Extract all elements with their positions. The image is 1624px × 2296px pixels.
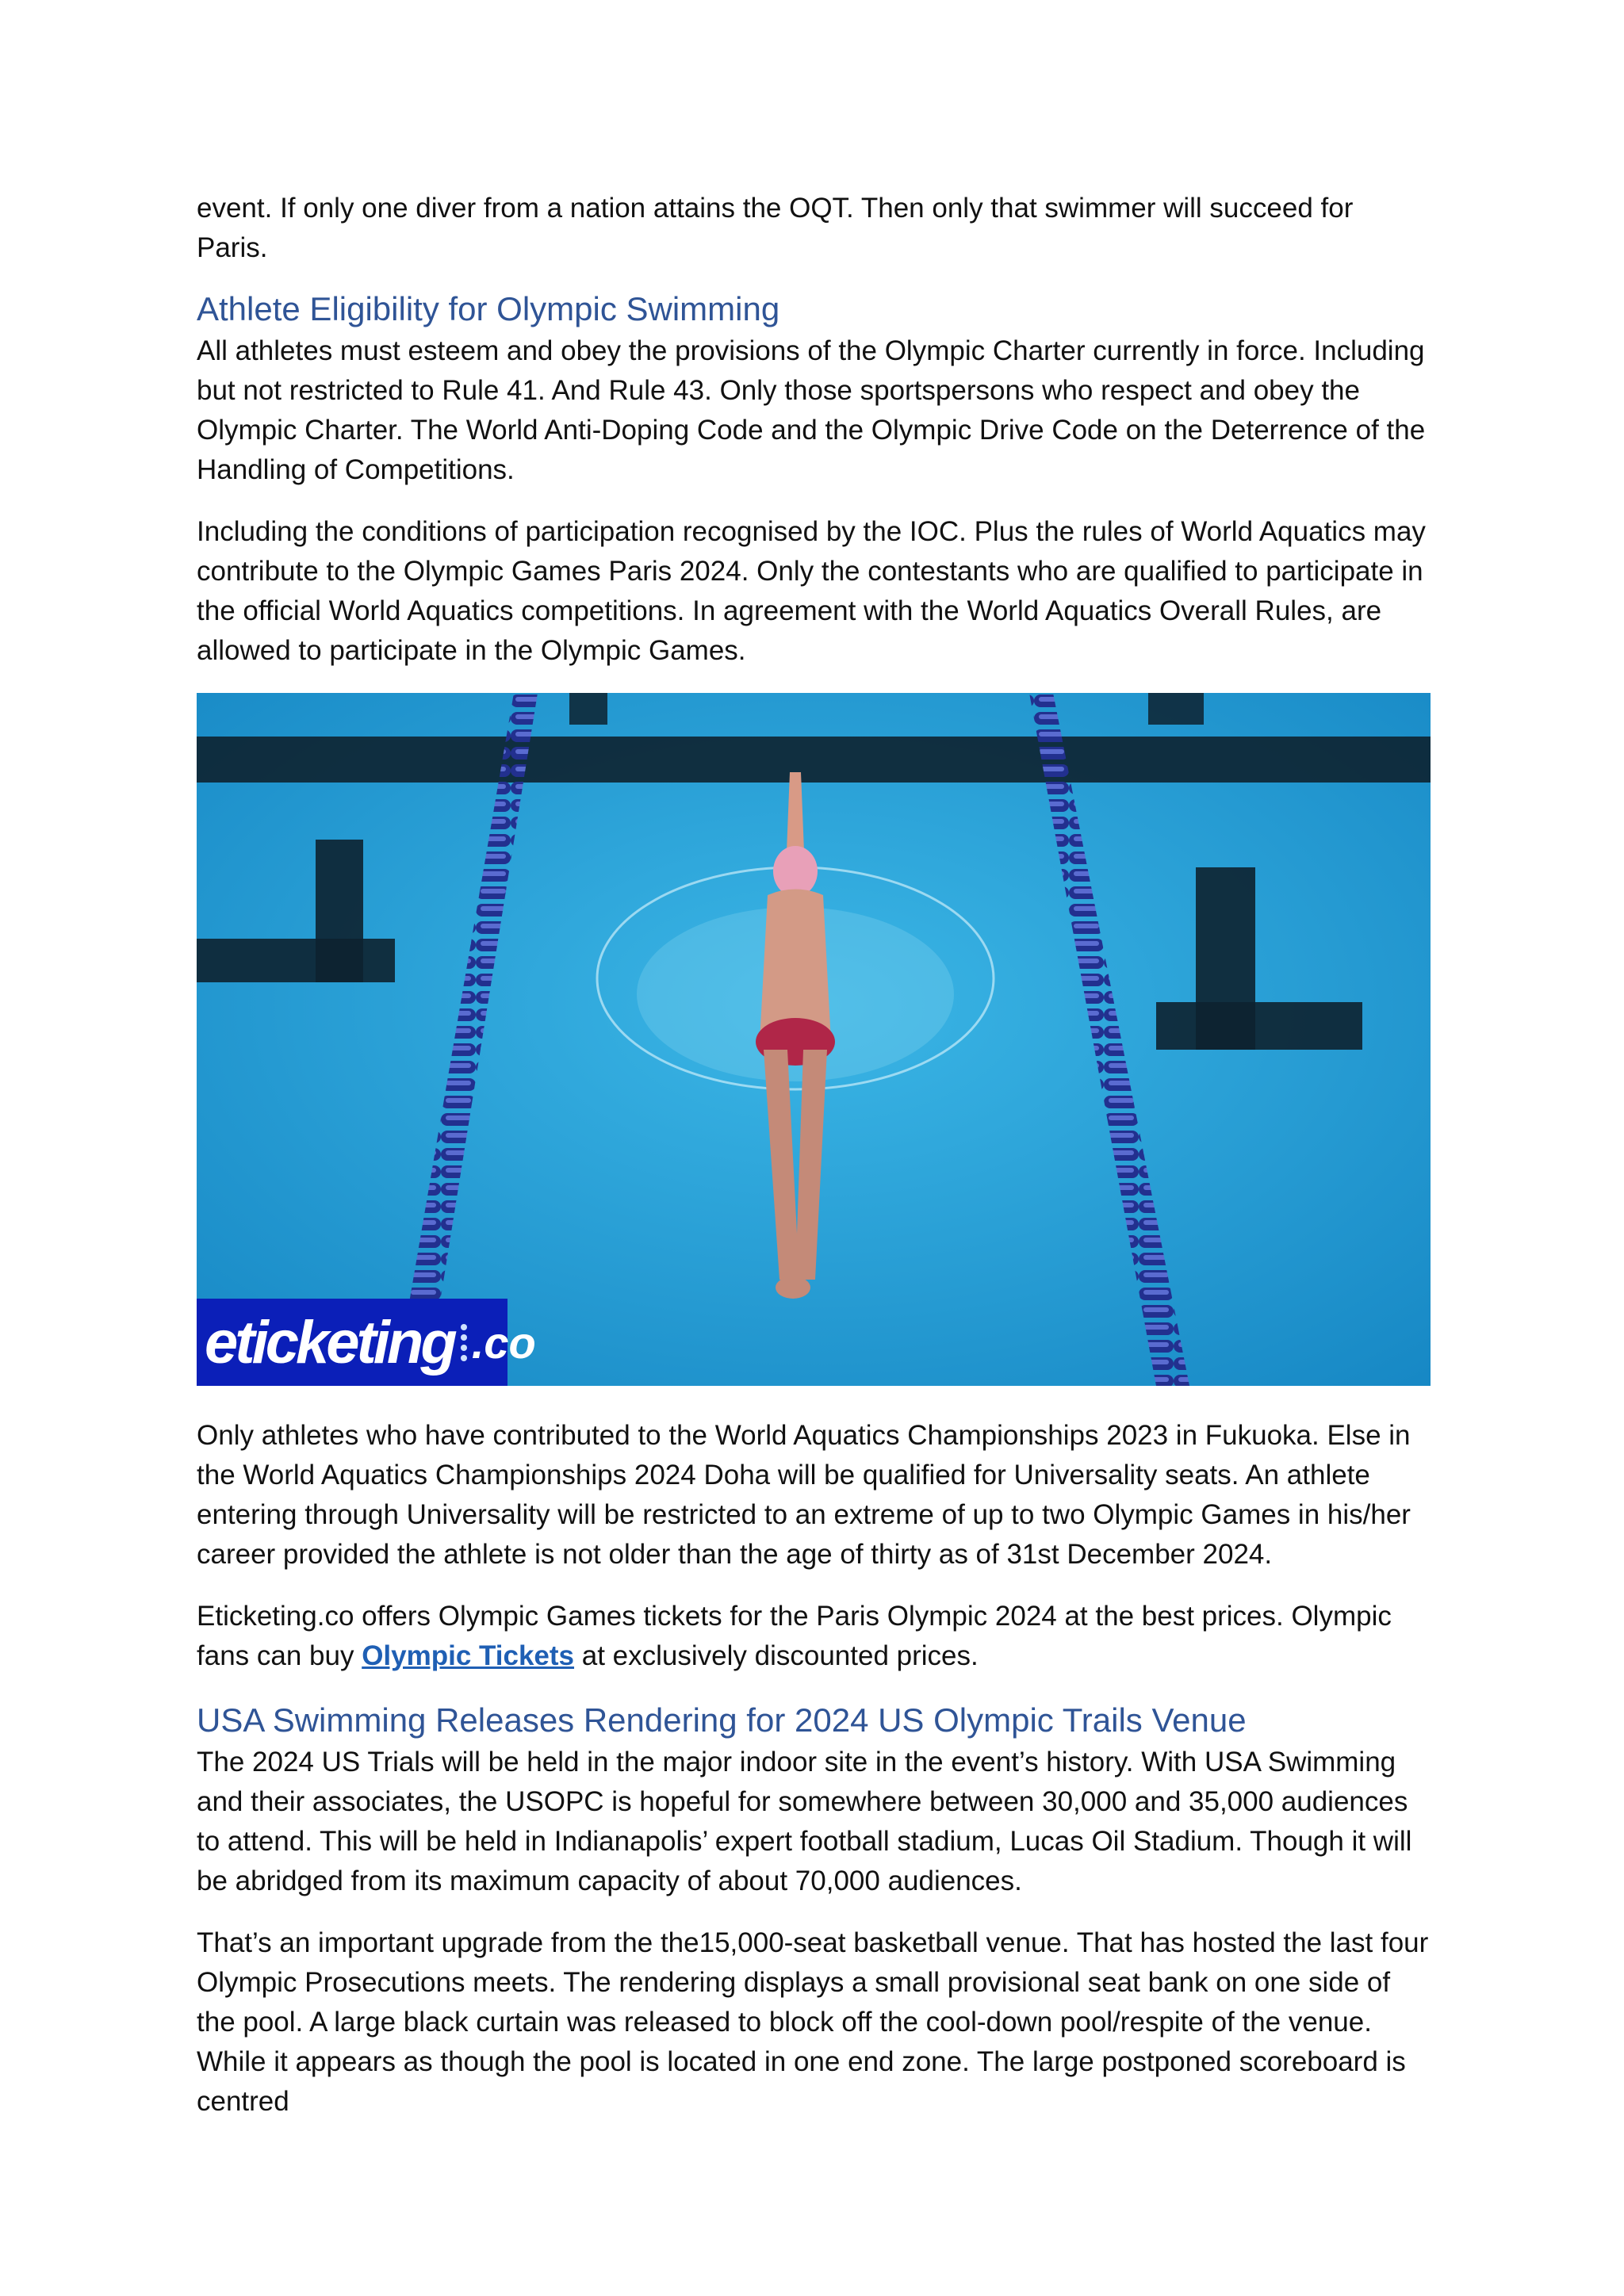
pool-marking-horizontal — [197, 737, 1431, 783]
tickets-offer-text-after: at exclusively discounted prices. — [574, 1640, 979, 1671]
pool-marking-right-t-stem — [1196, 867, 1255, 1050]
eticketing-watermark-logo — [197, 1299, 536, 1386]
pool-marking-right-t-bar — [1156, 1002, 1362, 1050]
swimmer-photo — [197, 693, 1431, 1386]
paragraph-olympic-charter: All athletes must esteem and obey the provisions of the Olympic Charter currently in force. Including but not restricted to Rule 41. And Rule 43. Only those sportspersons who respect and obey the Olympic Charter. The World Anti-Doping Code and the Olympic Drive Code on the Deterrence of the Handling of Competitions. — [197, 335, 1426, 485]
watermark-dots-icon — [461, 1320, 467, 1365]
watermark-brand-text: eticketing — [205, 1308, 454, 1376]
section-heading-usa-swimming: USA Swimming Releases Rendering for 2024 US Olympic Trails Venue — [197, 1701, 1247, 1739]
intro-paragraph: event. If only one diver from a nation attains the OQT. Then only that swimmer will succeed for Paris. — [197, 193, 1354, 263]
pool-marking-top-left — [569, 693, 607, 725]
pool-marking-left-t-stem — [316, 840, 363, 982]
paragraph-universality-seats: Only athletes who have contributed to the World Aquatics Championships 2023 in Fukuoka. Else in the World Aquatics Championships 2024 Doha will be qualified for Universality seats. An athlete entering through Universality will be restricted to an extreme of up to two Olympic Games in his/her career provided the athlete is not older than the age of thirty as of 31st December 2024. — [197, 1420, 1411, 1570]
pool-marking-top-right — [1148, 693, 1204, 725]
paragraph-tickets-offer — [197, 1597, 1431, 1676]
olympic-tickets-link[interactable]: Olympic Tickets — [362, 1640, 575, 1671]
pool-illustration — [197, 693, 1431, 1386]
paragraph-venue-upgrade: That’s an important upgrade from the the15,000-seat basketball venue. That has hosted the last four Olympic Prosecutions meets. The rendering displays a small provisional seat bank on one side of the pool. A large black curtain was released to block off the cool-down pool/respite of the venue. While it appears as though the pool is located in one end zone. The large postponed scoreboard is centred — [197, 1927, 1429, 2117]
paragraph-participation-conditions: Including the conditions of participation recognised by the IOC. Plus the rules of World Aquatics may contribute to the Olympic Games Paris 2024. Only the contestants who are qualified to participate in the official World Aquatics competitions. In agreement with the World Aquatics Overall Rules, are allowed to participate in the Olympic Games. — [197, 516, 1426, 666]
document-page — [197, 189, 1431, 2144]
pool-marking-left-t-bar — [197, 939, 395, 982]
section-heading-athlete-eligibility: Athlete Eligibility for Olympic Swimming — [197, 290, 780, 327]
paragraph-us-trials: The 2024 US Trials will be held in the major indoor site in the event’s history. With USA Swimming and their associates, the USOPC is hopeful for somewhere between 30,000 and 35,000 audiences to attend. This will be held in Indianapolis’ expert football stadium, Lucas Oil Stadium. Though it will be abridged from its maximum capacity of about 70,000 audiences. — [197, 1747, 1412, 1896]
tickets-offer-text-before: Eticketing.co offers Olympic Games tickets for the Paris Olympic 2024 at the best prices. Olympic fans can buy — [197, 1601, 1392, 1671]
watermark-domain-suffix: .co — [471, 1317, 536, 1368]
